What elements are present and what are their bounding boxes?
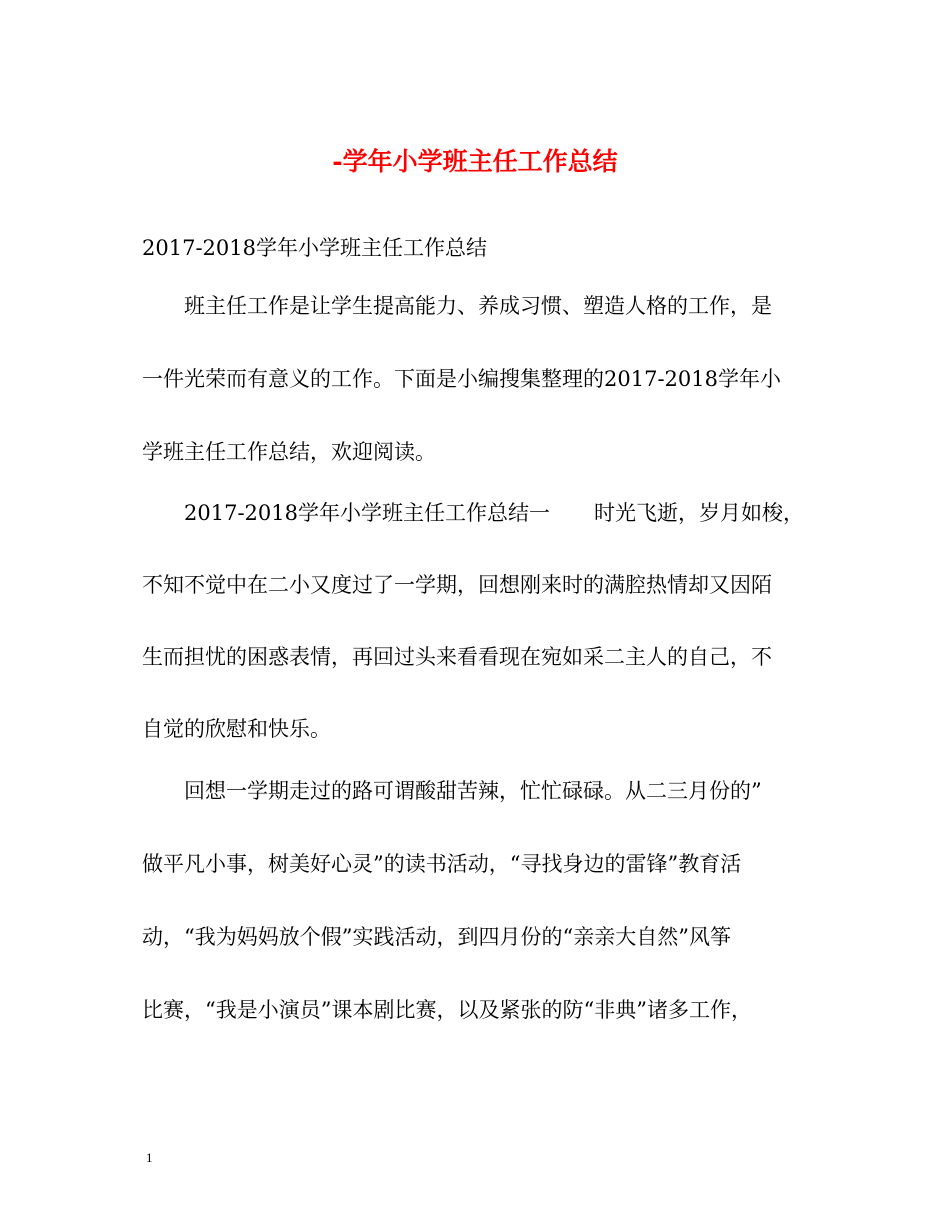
paragraph-line: 生而担忧的困惑表情，再回过头来看看现在宛如采二主人的自己，不	[142, 645, 772, 669]
paragraph-line: 比赛，“我是小演员”课本剧比赛，以及紧张的防“非典”诸多工作，	[142, 998, 752, 1022]
page-number: 1	[146, 1150, 153, 1165]
paragraph-start: 时光飞逝，岁月如梭，	[593, 501, 804, 525]
paragraph-line: 一件光荣而有意义的工作。下面是小编搜集整理的2017-2018学年小	[142, 367, 781, 391]
paragraph-line: 班主任工作是让学生提高能力、养成习惯、塑造人格的工作，是	[184, 294, 772, 318]
paragraph-line: 动，“我为妈妈放个假”实践活动，到四月份的“亲亲大自然”风筝	[142, 925, 731, 949]
paragraph-line: 自觉的欣慰和快乐。	[142, 717, 331, 741]
paragraph-line: 不知不觉中在二小又度过了一学期，回想刚来时的满腔热情却又因陌	[142, 573, 772, 597]
section-heading: 2017-2018学年小学班主任工作总结一	[184, 501, 550, 525]
paragraph-line: 学班主任工作总结，欢迎阅读。	[142, 440, 436, 464]
paragraph-line: 回想一学期走过的路可谓酸甜苦辣，忙忙碌碌。从二三月份的”	[184, 779, 762, 803]
document-subtitle: 2017-2018学年小学班主任工作总结	[142, 236, 487, 260]
document-title: -学年小学班主任工作总结	[332, 147, 618, 176]
paragraph-line: 做平凡小事，树美好心灵”的读书活动，“寻找身边的雷锋”教育活	[142, 852, 742, 876]
section-heading-line	[184, 493, 804, 533]
